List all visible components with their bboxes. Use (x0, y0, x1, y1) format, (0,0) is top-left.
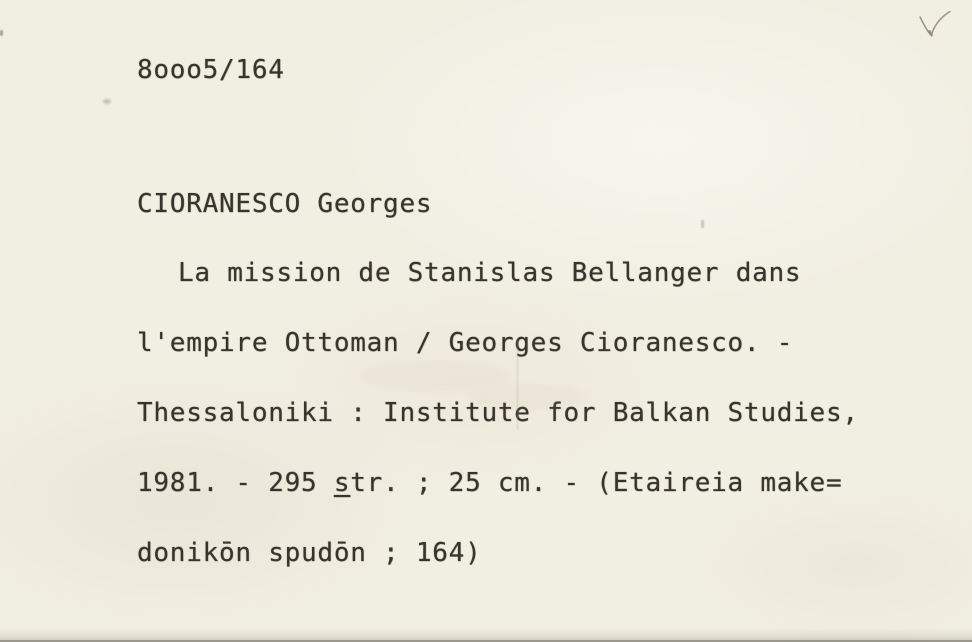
entry-line: Thessaloniki : Institute for Balkan Studies, (137, 398, 859, 429)
call-number: 8ooo5/164 (137, 55, 285, 85)
entry-line-segment: tr. ; 25 cm. - (Etaireia make= (350, 468, 843, 499)
checkmark-icon (916, 9, 956, 43)
entry-line-segment: 1981. - 295 (137, 468, 334, 499)
entry-line-heading: CIORANESCO Georges (137, 188, 433, 219)
ink-bleed-mark (470, 385, 590, 409)
entry-line: donikōn spudōn ; 164) (137, 538, 482, 569)
entry-line (137, 468, 859, 499)
scan-edge-speck (0, 30, 3, 36)
entry-line: l'empire Ottoman / Georges Cioranesco. - (137, 328, 794, 359)
entry-line-segment-underlined: s (333, 468, 351, 499)
paper-crease (517, 338, 518, 430)
ink-bleed-mark (360, 362, 510, 390)
ink-speck (701, 220, 704, 228)
entry-line-title: La mission de Stanislas Bellanger dans (178, 258, 802, 289)
paper-smudge (103, 99, 111, 104)
